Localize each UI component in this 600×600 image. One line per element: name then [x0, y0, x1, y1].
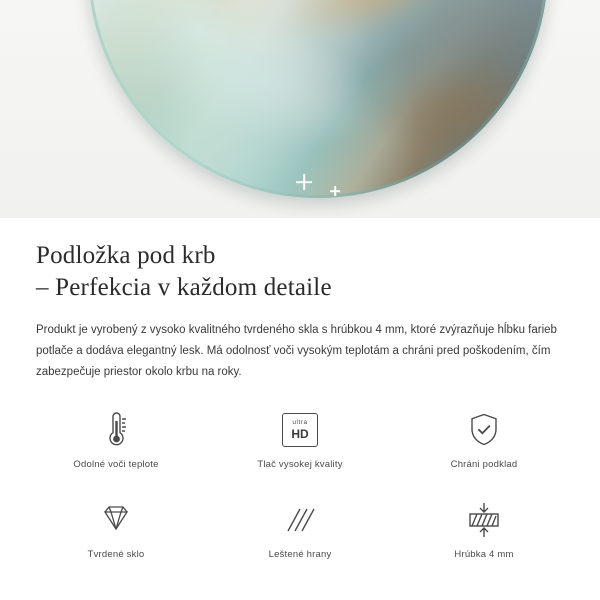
content-block [0, 218, 600, 383]
thermometer-icon [98, 409, 134, 451]
marble-swirl-copper [366, 47, 548, 182]
feature-label: Tvrdené sklo [87, 549, 145, 560]
feature-item-protects-surface [392, 409, 576, 485]
marble-swirl-white [132, 0, 394, 170]
feature-item-thickness [392, 499, 576, 575]
feature-label: Leštené hrany [268, 549, 332, 560]
feature-label: Chráni podklad [450, 459, 518, 470]
glass-disc-product [88, 0, 548, 198]
diamond-icon [96, 499, 136, 541]
feature-grid [0, 409, 600, 575]
feature-item-temperature [24, 409, 208, 485]
feature-item-polished-edges [208, 499, 392, 575]
polished-edges-icon [280, 499, 320, 541]
glass-edge-highlight [88, 0, 548, 198]
marble-swirl-gold [262, 0, 481, 65]
feature-label: Hrúbka 4 mm [454, 549, 514, 560]
description-paragraph: Produkt je vyrobený z vysoko kvalitného tvrdeného skla s hrúbkou 4 mm, ktoré zvýrazňuje hĺbku farieb potlače a dodáva elegantný lesk. Má odolnosť voči vysokým teplotám a chráni pred poškodením, čím zabezpečuje priestor okolo krbu na roky. [36, 324, 557, 378]
ultra-hd-main-text: HD [291, 426, 309, 441]
page-title [36, 240, 564, 304]
shield-check-icon [466, 409, 502, 451]
feature-item-tempered-glass [24, 499, 208, 575]
feature-item-print-quality [208, 409, 392, 485]
headline-line-2: – Perfekcia v každom detaile [36, 274, 332, 301]
feature-label: Tlač vysokej kvality [257, 459, 343, 470]
thickness-icon [463, 499, 505, 541]
feature-label: Odolné voči teplote [73, 459, 159, 470]
headline-line-1: Podložka pod krb [36, 242, 216, 269]
ultra-hd-icon [282, 409, 318, 451]
hero-image [0, 0, 600, 218]
ultra-hd-top-text: ultra [292, 419, 308, 427]
